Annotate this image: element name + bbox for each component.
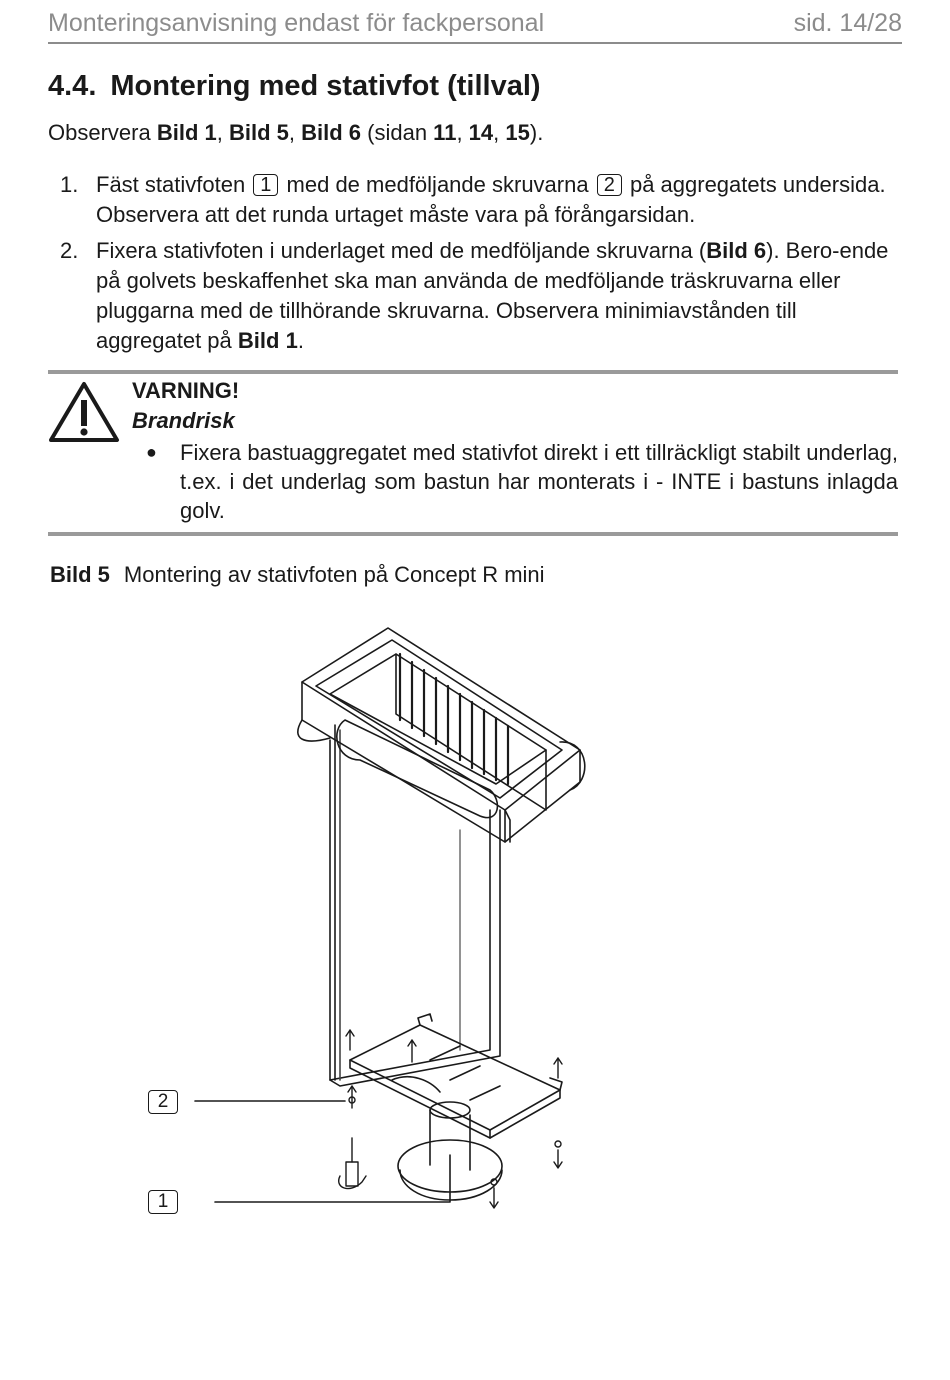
heater-top-frame [298, 628, 585, 842]
separator: , [288, 120, 302, 145]
observe-mid: (sidan [361, 120, 434, 145]
section-title: Montering med stativfot (tillval) [110, 70, 541, 102]
part-callout-ref: 1 [253, 174, 278, 196]
figure-caption [50, 562, 545, 588]
page-header [48, 4, 902, 44]
observe-note [48, 118, 543, 148]
heater-stand-drawing [130, 610, 690, 1230]
leader-line-1 [215, 1155, 450, 1202]
warning-title: VARNING! [132, 378, 240, 403]
figure-ref-link[interactable]: Bild 1 [237, 328, 298, 353]
part-callout-ref: 2 [597, 174, 622, 196]
step-text-part: med de medföljande skruvarna [280, 172, 595, 197]
section-number: 4.4. [48, 70, 97, 102]
bullet-icon: ● [146, 442, 157, 462]
step-text [96, 236, 900, 356]
list-item [60, 236, 900, 356]
callout-label-1: 1 [148, 1190, 178, 1214]
document-title: Monteringsanvisning endast för fackpersonal [48, 8, 545, 37]
section-heading [48, 70, 541, 103]
step-text-part: . [297, 328, 304, 353]
callout-label-2: 2 [148, 1090, 178, 1114]
separator: , [493, 120, 506, 145]
warning-bottom-rule [48, 532, 898, 536]
figure-ref-link[interactable]: Bild 5 [228, 120, 289, 145]
step-text-part: på aggregatets undersida. [623, 172, 886, 197]
page-ref-link[interactable]: 11 [433, 120, 457, 145]
page-ref-link[interactable]: 14 [468, 120, 494, 145]
warning-triangle-icon [48, 380, 120, 444]
step-text-part: Fäst stativfoten [96, 172, 252, 197]
warning-text: Fixera bastuaggregatet med stativfot direkt i ett tillräckligt stabilt underlag, t.ex. i det underlag som bastun har monterats i - INTE i bastuns inlagda golv. [180, 440, 898, 523]
figure-ref-link[interactable]: Bild 6 [301, 120, 362, 145]
figure-title: Montering av stativfoten på Concept R mini [123, 562, 545, 587]
step-number: 1. [60, 172, 79, 197]
mounting-bracket [350, 1014, 562, 1138]
step-text [96, 170, 900, 230]
figure-ref-link[interactable]: Bild 1 [156, 120, 217, 145]
step-text-part: Fixera stativfoten i underlaget med de medföljande skruvarna ( [96, 238, 707, 263]
step-number: 2. [60, 238, 79, 263]
warning-top-rule [48, 370, 898, 374]
separator: , [216, 120, 229, 145]
figure-label: Bild 5 [50, 562, 110, 587]
heater-body [330, 725, 500, 1086]
page-ref-link[interactable]: 15 [505, 120, 530, 145]
instruction-list [60, 170, 900, 362]
observe-end: ). [529, 120, 544, 145]
observe-prefix: Observera [48, 120, 157, 145]
page-number: sid. 14/28 [793, 8, 902, 37]
warning-bullet-item [146, 438, 898, 525]
figure-ref-link[interactable]: Bild 6 [706, 238, 767, 263]
separator: , [456, 120, 469, 145]
step-text-line: Observera att det runda urtaget måste vara på förångarsidan. [96, 202, 696, 227]
list-item [60, 170, 900, 230]
step-text-part: ). Bero-ende på golvets beskaffenhet ska man använda de medföljande träskruvarna eller pluggarna med de tillhörande skruvarna. Observera minimiavstånden till aggregatet på [96, 238, 889, 353]
warning-subtitle: Brandrisk [132, 408, 235, 433]
